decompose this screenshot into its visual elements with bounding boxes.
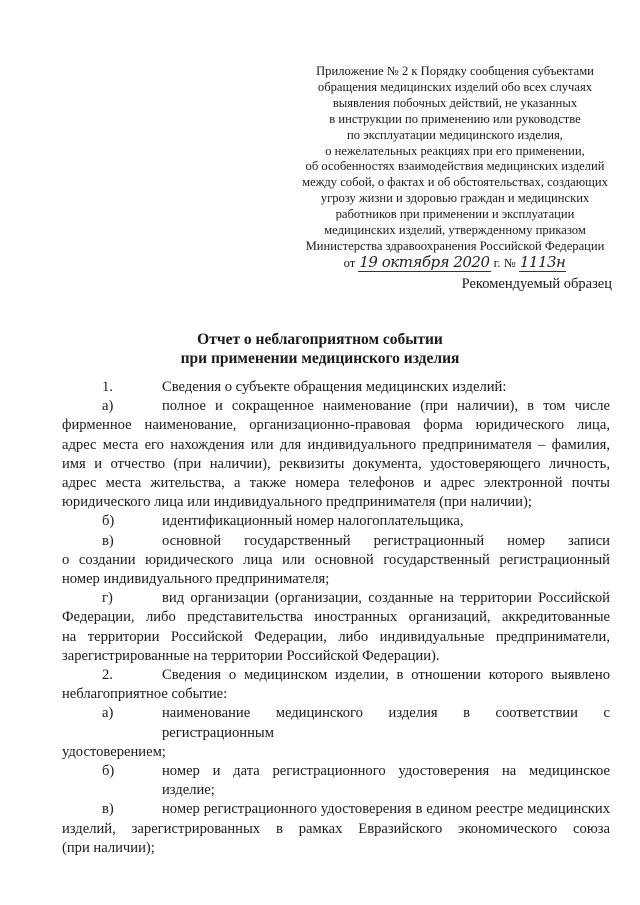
item-letter: б): [102, 763, 115, 780]
appendix-line: работников при применении и эксплуатации: [335, 207, 575, 222]
section-text: Сведения о субъекте обращения медицинских изделий:: [162, 379, 507, 395]
item-g: [62, 589, 610, 608]
handwritten-date: 19 октября 2020: [359, 252, 490, 271]
appendix-line: о нежелательных реакциях при его применении,: [325, 143, 585, 158]
appendix-line: по эксплуатации медицинского изделия,: [347, 127, 563, 142]
word: записи: [568, 532, 610, 549]
document-title: [0, 330, 640, 368]
appendix-line: об особенностях взаимодействия медицинских изделий: [305, 159, 605, 174]
item-a-line: адрес места его нахождения или для индивидуального предпринимателя – фамилия,: [62, 436, 610, 453]
item-letter: в): [102, 532, 114, 549]
item-v2-line: (при наличии);: [62, 839, 155, 856]
item-letter: б): [102, 513, 115, 530]
document-body: [62, 378, 610, 858]
item-a2: [62, 704, 610, 742]
recommended-sample-label: Рекомендуемый образец: [461, 276, 612, 292]
item-v-line: о создании юридического лица или основной государственный регистрационный: [62, 551, 610, 568]
item-text: наименование медицинского изделия в соответствии с регистрационным: [162, 705, 610, 741]
item-a-line: фирменное наименование, организационно-правовая форма юридического лица,: [62, 417, 610, 434]
item-a2-line: удостоверением;: [62, 743, 166, 760]
section-1-heading: [62, 378, 610, 397]
item-text: полное и сокращенное наименование (при наличии), в том числе: [162, 398, 610, 415]
item-letter: г): [102, 590, 113, 607]
item-g-line: зарегистрированные на территории Российской Федерации).: [62, 647, 440, 664]
item-letter: а): [102, 398, 114, 415]
item-a: [62, 397, 610, 416]
item-text: идентификационный номер налогоплательщика,: [162, 513, 464, 530]
item-a-line: имя и отчество (при наличии), реквизиты документа, удостоверяющего личность,: [62, 455, 610, 472]
section-text: Сведения о медицинском изделии, в отношении которого выявлено: [162, 667, 610, 684]
item-letter: в): [102, 801, 114, 818]
item-a-line: адрес места жительства, а также номера телефонов и адрес электронной почты: [62, 475, 610, 492]
item-letter: а): [102, 705, 114, 722]
section-2-heading: [62, 666, 610, 685]
date-prefix: от: [343, 255, 356, 270]
item-a-line: юридического лица или индивидуального предпринимателя (при наличии);: [62, 494, 532, 511]
item-b2: [62, 762, 610, 800]
item-text: вид организации (организации, созданные на территории Российской: [162, 590, 610, 607]
item-text: номер регистрационного удостоверения в едином реестре медицинских: [162, 801, 610, 818]
item-text: номер и дата регистрационного удостоверения на медицинское изделие;: [162, 763, 610, 799]
order-date-line: [290, 252, 620, 272]
appendix-line: в инструкции по применению или руководстве: [329, 111, 581, 126]
item-v-line: номер индивидуального предпринимателя;: [62, 571, 330, 588]
appendix-line: медицинских изделий, утвержденному приказом: [324, 223, 586, 238]
number-prefix: г. №: [493, 255, 516, 270]
item-v2: [62, 800, 610, 819]
item-b: [62, 512, 610, 531]
item-g-line: Федерации, либо представительства иностранных организаций, аккредитованные: [62, 609, 610, 626]
word: номер: [507, 532, 546, 549]
title-line-2: при применении медицинского изделия: [180, 350, 460, 367]
appendix-line: выявления побочных действий, не указанных: [332, 95, 578, 110]
appendix-line: Приложение № 2 к Порядку сообщения субъектами: [316, 64, 594, 78]
item-g-line: на территории Российской Федерации, либо индивидуальные предприниматели,: [62, 628, 610, 645]
appendix-line: угрозу жизни и здоровью граждан и медицинских: [320, 191, 590, 206]
word: основной: [162, 532, 222, 549]
word: регистрационный: [373, 532, 485, 549]
item-text: [162, 532, 610, 551]
section-number: 2.: [102, 667, 113, 684]
handwritten-number: 1113н: [519, 252, 566, 271]
title-line-1: Отчет о неблагоприятном событии: [197, 331, 443, 348]
section-number: 1.: [102, 379, 113, 395]
item-v2-line: изделий, зарегистрированных в рамках Евразийского экономического союза: [62, 820, 610, 837]
word: государственный: [244, 532, 351, 549]
appendix-line: обращения медицинских изделий обо всех случаях: [317, 79, 593, 94]
appendix-line: между собой, о фактах и об обстоятельствах, создающих: [302, 175, 608, 190]
section-2-line: неблагоприятное событие:: [62, 686, 228, 703]
appendix-header: [290, 64, 620, 272]
item-v: [62, 532, 610, 551]
appendix-line: Министерства здравоохранения Российской Федерации: [305, 238, 605, 253]
